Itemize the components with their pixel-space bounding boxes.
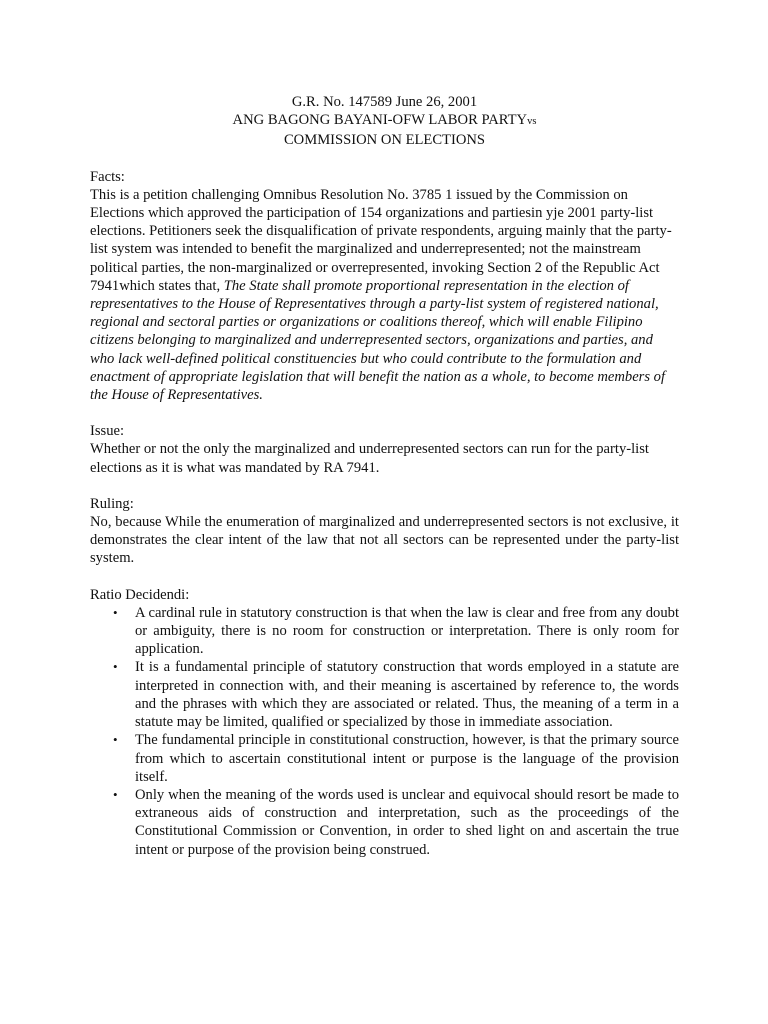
document-body (90, 93, 679, 859)
case-header (90, 93, 679, 150)
facts-heading: Facts: (90, 168, 125, 185)
issue-text: Whether or not the only the marginalized and underrepresented sectors can run for the party-list elections as it is what was mandated by RA 7941. (90, 441, 649, 476)
ratio-section (90, 586, 679, 859)
ruling-section (90, 495, 679, 568)
facts-quoted-law: The State shall promote proportional representation in the election of representatives to the House of Representatives through a party-list system of registered national, regional and sectoral parties or organizations or coalitions thereof, which will enable Filipino citizens belonging to marginalized and underrepresented sectors, organizations and parties, and who lack well-defined political constituencies but who could contribute to the formulation and enactment of appropriate legislation that will benefit the nation as a whole, to become members of the House of Representatives. (90, 277, 666, 404)
bullet-icon: • (113, 786, 118, 802)
list-item (90, 731, 679, 786)
list-item (90, 786, 679, 859)
petitioner-name: ANG BAGONG BAYANI-OFW LABOR PARTY (232, 112, 528, 129)
case-citation: G.R. No. 147589 June 26, 2001 (291, 94, 478, 110)
facts-section (90, 168, 679, 405)
case-parties (90, 111, 679, 131)
bullet-icon: • (113, 732, 118, 748)
list-item-text: Only when the meaning of the words used is unclear and equivocal should resort be made to extraneous aids of construction and interpretation, such as the proceedings of the Constitutional Commission or Convention, in order to shed light on and ascertain the true intent or purpose of the provision being construed. (135, 786, 679, 858)
spacer (90, 404, 679, 422)
bullet-icon: • (113, 659, 118, 675)
spacer (90, 568, 679, 586)
list-item (90, 604, 679, 659)
ratio-list (90, 604, 679, 859)
spacer (90, 477, 679, 495)
versus-label: vs (527, 116, 537, 128)
facts-text (90, 186, 679, 404)
list-item-text: It is a fundamental principle of statutory construction that words employed in a statute are interpreted in connection with, and their meaning is ascertained by reference to, the words and the phrases with which they are associated or related. Thus, the meaning of a term in a statute may be limited, qualified or specialized by those in immediate association. (135, 659, 679, 731)
ratio-heading: Ratio Decidendi: (90, 586, 190, 603)
ruling-heading: Ruling: (90, 495, 134, 512)
issue-heading: Issue: (90, 423, 125, 440)
issue-section (90, 422, 679, 477)
list-item-text: The fundamental principle in constitutional construction, however, is that the primary source from which to ascertain constitutional intent or purpose is the language of the provision itself. (135, 732, 679, 785)
list-item-text: A cardinal rule in statutory construction is that when the law is clear and free from any doubt or ambiguity, there is no room for construction or interpretation. There is only room for application. (135, 604, 679, 658)
ruling-text: No, because While the enumeration of marginalized and underrepresented sectors is not exclusive, it demonstrates the clear intent of the law that not all sectors can be represented under the party-list system. (90, 514, 679, 567)
facts-text-plain: This is a petition challenging Omnibus Resolution No. 3785 1 issued by the Commission on Elections which approved the participation of 154 organizations and partiesin yje 2001 party-list elections. Petitioners seek the disqualification of private respondents, arguing mainly that the party-list system was intended to benefit the marginalized and underrepresented; not the mainstream political parties, the non-marginalized or overrepresented, invoking Section 2 of the Republic Act 7941which states that, (90, 186, 672, 294)
respondent-name: COMMISSION ON ELECTIONS (283, 132, 486, 149)
bullet-icon: • (113, 604, 118, 620)
list-item (90, 658, 679, 731)
